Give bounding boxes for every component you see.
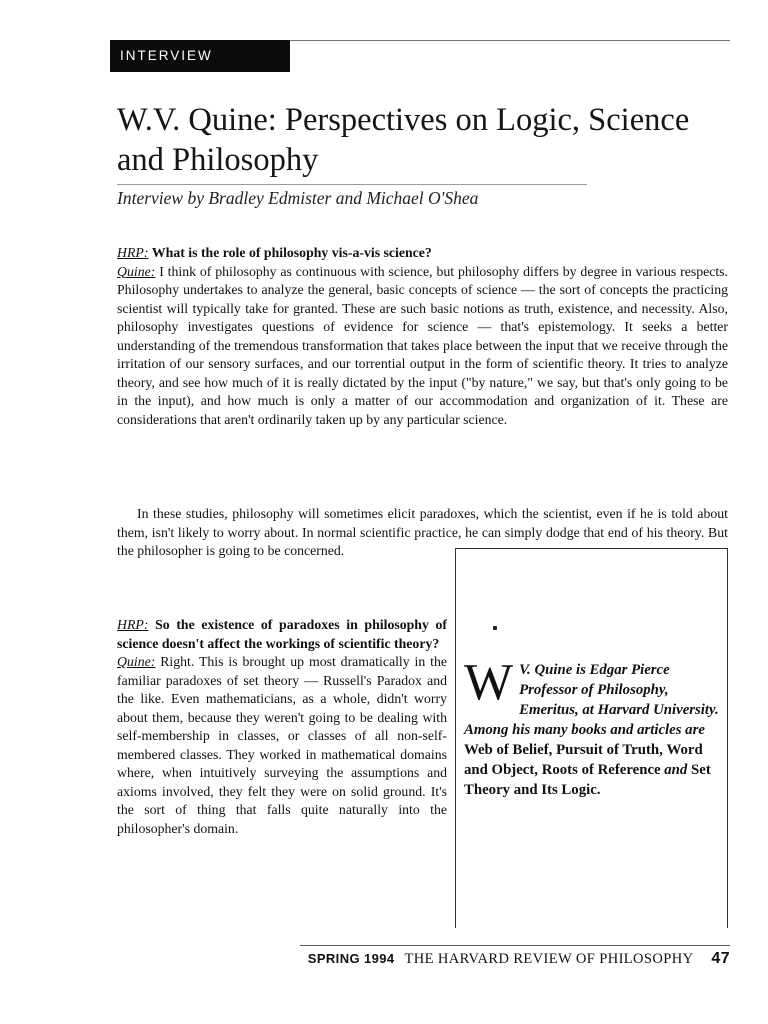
bio-book-3: Word and Object, xyxy=(464,742,703,778)
byline: Interview by Bradley Edmister and Michael O'Shea xyxy=(117,188,479,208)
answer-2 xyxy=(117,653,447,838)
bio-conjunction: and xyxy=(664,762,688,778)
answer-1-speaker: Quine: xyxy=(117,263,156,279)
question-2 xyxy=(117,616,447,653)
author-bio xyxy=(464,654,726,800)
question-2-text: So the existence of paradoxes in philosophy of science doesn't affect the workings of scientific theory? xyxy=(117,617,448,651)
article-body xyxy=(117,244,728,429)
bio-book-2: Pursuit of Truth, xyxy=(556,742,663,758)
question-2-speaker: HRP: xyxy=(117,617,149,632)
top-rule xyxy=(290,40,730,41)
page-footer xyxy=(308,950,730,968)
bio-book-4: Roots of Reference xyxy=(541,762,661,778)
page-number: 47 xyxy=(711,950,730,967)
footer-season: SPRING 1994 xyxy=(307,951,395,966)
ornament-dot xyxy=(493,626,497,630)
question-1 xyxy=(117,244,728,263)
answer-2-text: Right. This is brought up most dramatically in the familiar paradoxes of set theory — Russell's Paradox and the like. Even mathematicians, as a whole, didn't worry about them, because they weren't going to be dealing with self-membership in classes, or classes of all non-self-membered classes. They worked in mathematical domains where, when intuitively surveying the assumptions and axioms involved, they felt they were on solid ground. It's the sort of thing that falls quite naturally into the philosopher's domain. xyxy=(117,654,447,836)
question-1-text: What is the role of philosophy vis-a-vis science? xyxy=(151,245,432,260)
section-tag: INTERVIEW xyxy=(110,40,290,72)
footer-journal: THE HARVARD REVIEW OF PHILOSOPHY xyxy=(404,951,694,967)
left-column xyxy=(117,616,447,838)
question-1-speaker: HRP: xyxy=(117,245,149,260)
bio-intro: V. Quine is Edgar Pierce Professor of Philosophy, Emeritus, at Harvard University. Among his many books and articles are xyxy=(464,662,719,738)
answer-2-speaker: Quine: xyxy=(117,654,156,669)
bio-dropcap: W xyxy=(464,654,514,711)
answer-1 xyxy=(117,263,728,430)
bio-book-5: Set Theory and Its Logic. xyxy=(464,762,711,798)
answer-1-para-2: In these studies, philosophy will sometimes elicit paradoxes, which the scientist, even if he is told about them, isn't likely to worry about. In normal scientific practice, he can simply dodge that end of his theory. But the philosopher is going to be concerned. xyxy=(117,506,728,558)
footer-rule xyxy=(300,945,730,946)
answer-1-text: I think of philosophy as continuous with science, but philosophy differs by degree in various respects. Philosophy undertakes to analyze the general, basic concepts of science — the sort of concepts the practicing scientist will typically take for granted. These are such basic notions as truth, existence, and necessity. Also, philosophy investigates questions of evidence for science — that's epistemology. It seeks a better understanding of the tremendous transformation that takes place between the input that we receive through the irritation of our sensory surfaces, and our torrential output in the form of scientific theory. It tries to analyze theory, and see how much of it is really dictated by the input ("by nature," we say, but that's only going to be in the input), and how much is only a matter of our accommodation and organization of it. These are considerations that aren't ordinarily taken up by any particular science. xyxy=(117,263,729,427)
article-title: W.V. Quine: Perspectives on Logic, Science and Philosophy xyxy=(117,102,690,178)
title-rule xyxy=(117,184,587,185)
bio-book-1: Web of Belief, xyxy=(464,742,553,758)
